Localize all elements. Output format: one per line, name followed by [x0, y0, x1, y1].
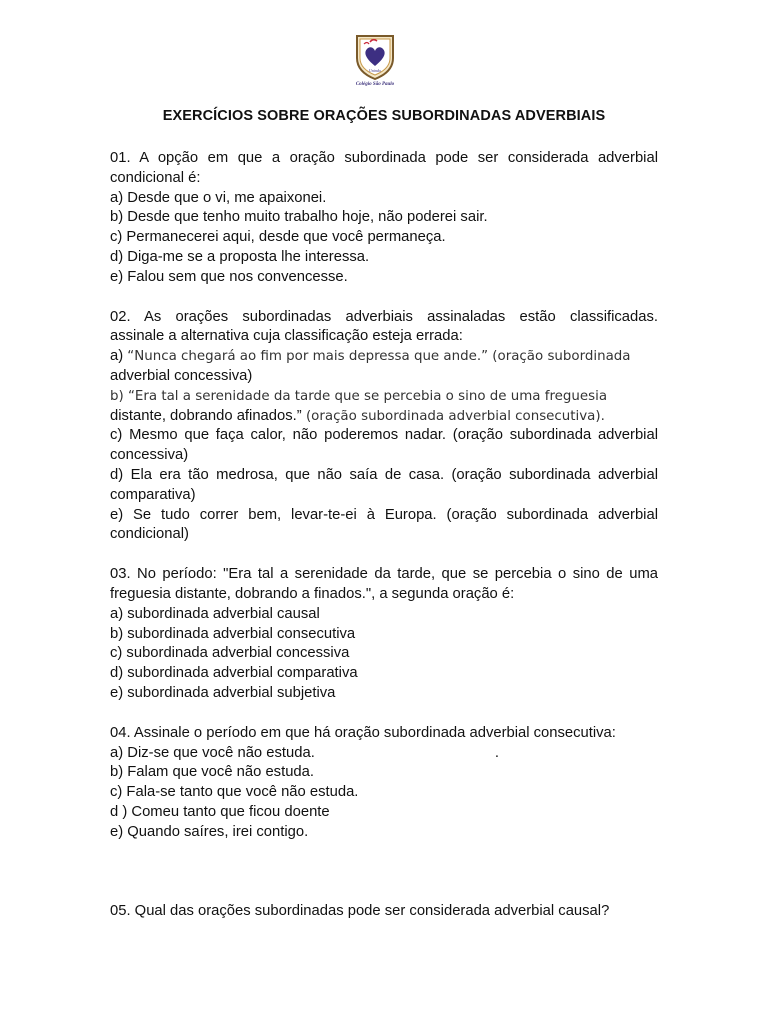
question-3-stem-line1: 03. No período: "Era tal a serenidade da tarde, que se percebia o sino de uma [110, 566, 658, 583]
question-2-option-a-quote: “Nunca chegará ao fim por mais depressa que ande.” (oração subordinada [127, 349, 631, 365]
question-1-stem-line2: condicional é: [110, 169, 201, 186]
question-2-stem-line1: 02. As orações subordinadas adverbiais assinaladas estão classificadas. [110, 308, 658, 325]
question-4-option-c: c) Fala-se tanto que você não estuda. [110, 784, 359, 801]
question-4-option-a-text: a) Diz-se que você não estuda. [110, 744, 315, 761]
question-1 [110, 149, 658, 288]
question-1-option-b: b) Desde que tenho muito trabalho hoje, não poderei sair. [110, 209, 488, 226]
question-2-option-b-classification: (oração subordinada adverbial consecutiva). [301, 408, 605, 424]
school-crest-icon [343, 32, 407, 82]
svg-text:Unindo: Unindo [369, 68, 381, 73]
spacer [110, 288, 658, 308]
question-3-option-e: e) subordinada adverbial subjetiva [110, 684, 336, 701]
question-4 [110, 724, 658, 843]
question-1-option-a: a) Desde que o vi, me apaixonei. [110, 189, 327, 206]
question-4-option-a-dot: . [494, 744, 499, 761]
question-1-stem-line1: 01. A opção em que a oração subordinada pode ser considerada adverbial [110, 150, 658, 166]
question-2-option-a-letter: a) [110, 348, 128, 365]
question-2-option-e-line2: condicional) [110, 526, 189, 543]
question-5 [110, 902, 658, 922]
question-1-option-d: d) Diga-me se a proposta lhe interessa. [110, 248, 370, 265]
question-2-option-a-line2: adverbial concessiva) [110, 367, 253, 384]
question-4-option-e: e) Quando saíres, irei contigo. [110, 823, 309, 840]
question-5-stem: 05. Qual das orações subordinadas pode ser considerada adverbial causal? [110, 902, 610, 919]
question-4-option-a [110, 744, 658, 764]
question-3 [110, 565, 658, 704]
spacer [110, 704, 658, 724]
question-2-option-c-line2: concessiva) [110, 447, 189, 464]
spacer [110, 843, 658, 902]
question-2-stem-line2: assinale a alternativa cuja classificação esteja errada: [110, 328, 463, 345]
exercise-list [110, 149, 658, 921]
logo-caption: Colégio São Paulo [355, 82, 395, 87]
question-1-option-c: c) Permanecerei aqui, desde que você permaneça. [110, 229, 446, 246]
school-logo [343, 32, 407, 94]
question-4-stem: 04. Assinale o período em que há oração subordinada adverbial consecutiva: [110, 724, 616, 741]
question-3-option-a: a) subordinada adverbial causal [110, 605, 320, 622]
question-2-option-d-line1: d) Ela era tão medrosa, que não saía de casa. (oração subordinada adverbial [110, 466, 658, 483]
question-3-stem-line2: freguesia distante, dobrando a finados.", a segunda oração é: [110, 585, 515, 602]
question-2 [110, 308, 658, 546]
question-4-option-d: d ) Comeu tanto que ficou doente [110, 803, 330, 820]
question-2-option-a-line1 [110, 347, 658, 367]
page-title: EXERCÍCIOS SOBRE ORAÇÕES SUBORDINADAS ADVERBIAIS [162, 108, 606, 124]
question-3-option-d: d) subordinada adverbial comparativa [110, 665, 358, 682]
question-2-option-b-line2 [110, 407, 658, 427]
spacer [110, 545, 658, 565]
question-1-option-e: e) Falou sem que nos convencesse. [110, 268, 348, 285]
question-2-option-e-line1: e) Se tudo correr bem, levar-te-ei à Europa. (oração subordinada adverbial [110, 506, 658, 523]
question-2-option-d-line2: comparativa) [110, 486, 196, 503]
question-2-option-b-quote-end: distante, dobrando afinados.” [110, 407, 302, 424]
question-3-option-b: b) subordinada adverbial consecutiva [110, 625, 356, 642]
question-3-option-c: c) subordinada adverbial concessiva [110, 645, 350, 662]
question-2-option-c-line1: c) Mesmo que faça calor, não poderemos nadar. (oração subordinada adverbial [110, 427, 658, 444]
question-2-option-b-line1: b) “Era tal a serenidade da tarde que se percebia o sino de uma freguesia [110, 388, 608, 404]
question-4-option-b: b) Falam que você não estuda. [110, 764, 314, 781]
